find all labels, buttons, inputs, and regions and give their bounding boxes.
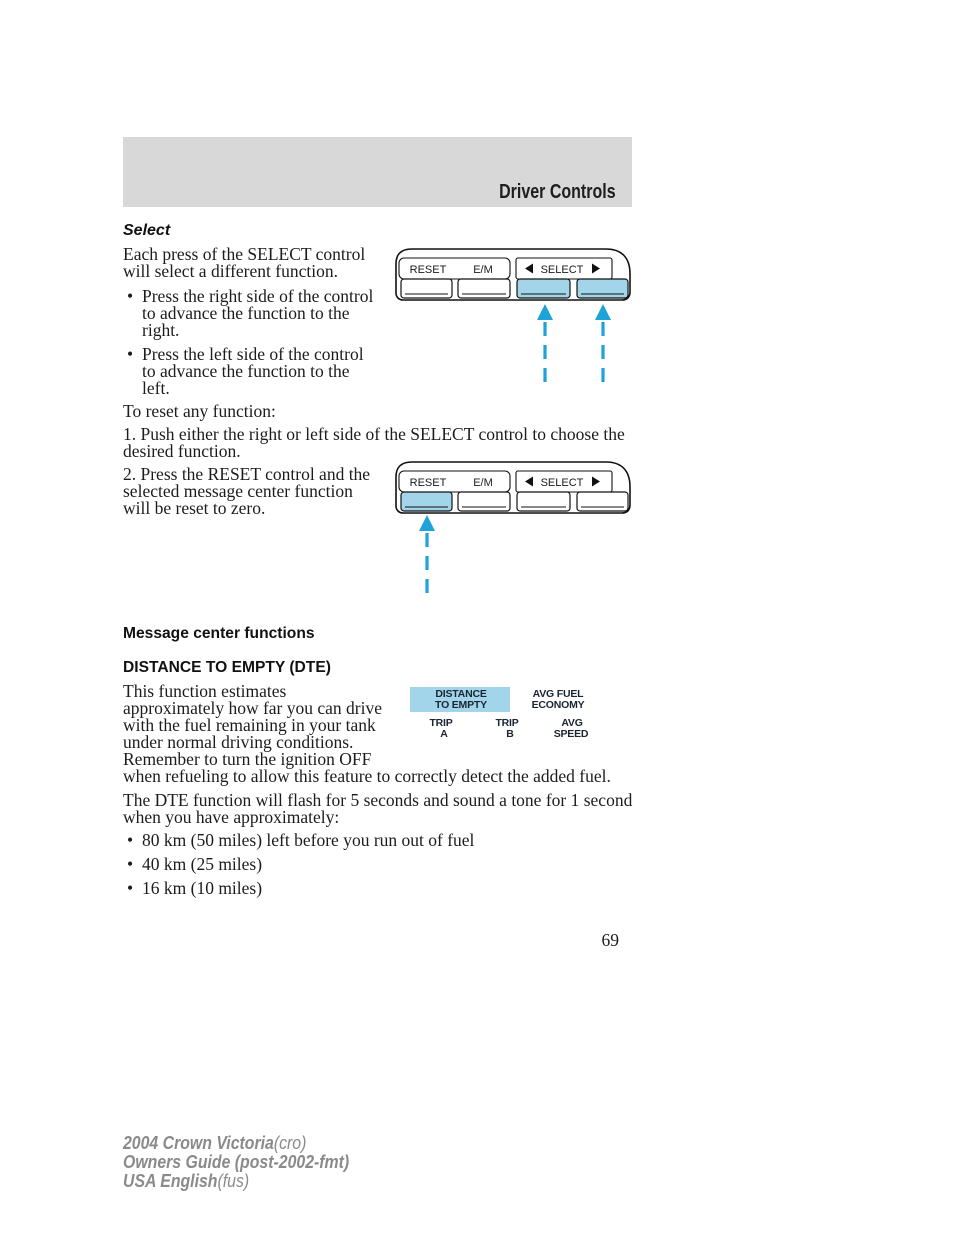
avg-speed-label-line2: SPEED bbox=[553, 728, 589, 740]
text-line: 40 km (25 miles) bbox=[142, 853, 263, 874]
arrow-up-icon bbox=[537, 304, 553, 320]
dte-warning-text bbox=[123, 789, 633, 827]
bullet-marker: • bbox=[127, 853, 134, 874]
reset-step-2 bbox=[123, 463, 371, 518]
text-line: left. bbox=[142, 377, 170, 398]
bullet-marker: • bbox=[127, 285, 134, 306]
text-line: The DTE function will flash for 5 seconds and sound a tone for 1 second bbox=[123, 789, 633, 810]
select-left-button bbox=[517, 492, 570, 511]
reset-label: RESET bbox=[409, 477, 447, 489]
text-line: when you have approximately: bbox=[123, 806, 340, 827]
em-button bbox=[458, 279, 510, 298]
bullet-item-left bbox=[123, 343, 364, 398]
trip-a-label-line1: TRIP bbox=[429, 717, 453, 729]
text-line: will select a different function. bbox=[123, 260, 338, 281]
text-line: under normal driving conditions. bbox=[123, 731, 354, 752]
bullet-item-40km bbox=[123, 853, 263, 874]
dte-label-line2: TO EMPTY bbox=[435, 699, 487, 711]
reset-intro bbox=[123, 400, 276, 421]
em-label: E/M bbox=[473, 264, 493, 276]
bullet-item-80km bbox=[123, 829, 475, 850]
avg-fuel-label-line2: ECONOMY bbox=[531, 699, 585, 711]
select-right-button bbox=[577, 492, 628, 511]
text-line: To reset any function: bbox=[123, 400, 276, 421]
select-intro bbox=[123, 243, 366, 281]
footer-line-3 bbox=[123, 1172, 349, 1191]
dte-label-line1: DISTANCE bbox=[435, 688, 487, 700]
pointer-arrow-select-right bbox=[595, 304, 611, 388]
text-line: Press the right side of the control bbox=[142, 285, 374, 306]
dte-heading: DISTANCE TO EMPTY (DTE) bbox=[123, 659, 331, 676]
text-line: 80 km (50 miles) left before you run out of fuel bbox=[142, 829, 475, 850]
text-line: 1. Push either the right or left side of the SELECT control to choose the bbox=[123, 423, 625, 444]
bullet-marker: • bbox=[127, 343, 134, 364]
select-label: SELECT bbox=[540, 477, 584, 489]
reset-label: RESET bbox=[409, 264, 447, 276]
select-control-diagram bbox=[390, 244, 635, 392]
text-line: Remember to turn the ignition OFF bbox=[123, 748, 372, 769]
pointer-arrow-reset bbox=[419, 515, 435, 600]
trip-b-label-line2: B bbox=[506, 728, 514, 740]
bullet-item-16km bbox=[123, 877, 263, 898]
select-right-button bbox=[577, 279, 628, 298]
document-footer bbox=[123, 1134, 349, 1191]
reset-control-diagram bbox=[390, 457, 635, 603]
em-label: E/M bbox=[473, 477, 493, 489]
text-line: to advance the function to the bbox=[142, 302, 350, 323]
text-line: approximately how far you can drive bbox=[123, 697, 383, 718]
message-center-display bbox=[402, 682, 598, 742]
select-left-button bbox=[517, 279, 570, 298]
footer-language: USA English bbox=[123, 1170, 218, 1191]
footer-line-2: Owners Guide (post-2002-fmt) bbox=[123, 1151, 350, 1172]
section-title: Driver Controls bbox=[499, 181, 616, 203]
bullet-marker: • bbox=[127, 877, 134, 898]
control-panel bbox=[396, 249, 630, 300]
text-line: Each press of the SELECT control bbox=[123, 243, 366, 264]
message-center-heading: Message center functions bbox=[123, 625, 315, 642]
bullet-item-right bbox=[123, 285, 374, 340]
trip-a-label-line2: A bbox=[440, 728, 448, 740]
text-line: desired function. bbox=[123, 440, 241, 461]
text-line: 2. Press the RESET control and the bbox=[123, 463, 371, 484]
text-line: This function estimates bbox=[123, 680, 287, 701]
pointer-arrow-select-left bbox=[537, 304, 553, 388]
bullet-marker: • bbox=[127, 829, 134, 850]
select-label: SELECT bbox=[540, 264, 584, 276]
footer-model-code: (cro) bbox=[273, 1132, 307, 1153]
trip-b-label-line1: TRIP bbox=[495, 717, 519, 729]
avg-speed-label-line1: AVG bbox=[561, 717, 583, 729]
text-line: Press the left side of the control bbox=[142, 343, 364, 364]
text-line: with the fuel remaining in your tank bbox=[123, 714, 376, 735]
text-line: right. bbox=[142, 319, 180, 340]
header-band bbox=[123, 137, 632, 207]
text-line: will be reset to zero. bbox=[123, 497, 266, 518]
avg-fuel-label-line1: AVG FUEL bbox=[532, 688, 584, 700]
text-line: 16 km (10 miles) bbox=[142, 877, 263, 898]
control-panel bbox=[396, 462, 630, 513]
reset-step-1 bbox=[123, 423, 625, 461]
arrow-up-icon bbox=[595, 304, 611, 320]
text-line: when refueling to allow this feature to correctly detect the added fuel. bbox=[123, 765, 611, 786]
select-heading: Select bbox=[123, 222, 171, 239]
em-button bbox=[458, 492, 510, 511]
page-number: 69 bbox=[601, 929, 619, 950]
reset-button bbox=[401, 279, 452, 298]
reset-button bbox=[401, 492, 452, 511]
text-line: to advance the function to the bbox=[142, 360, 350, 381]
footer-model: 2004 Crown Victoria bbox=[123, 1132, 274, 1153]
text-line: selected message center function bbox=[123, 480, 353, 501]
footer-language-code: (fus) bbox=[217, 1170, 250, 1191]
arrow-up-icon bbox=[419, 515, 435, 531]
footer-line-1 bbox=[123, 1134, 349, 1153]
